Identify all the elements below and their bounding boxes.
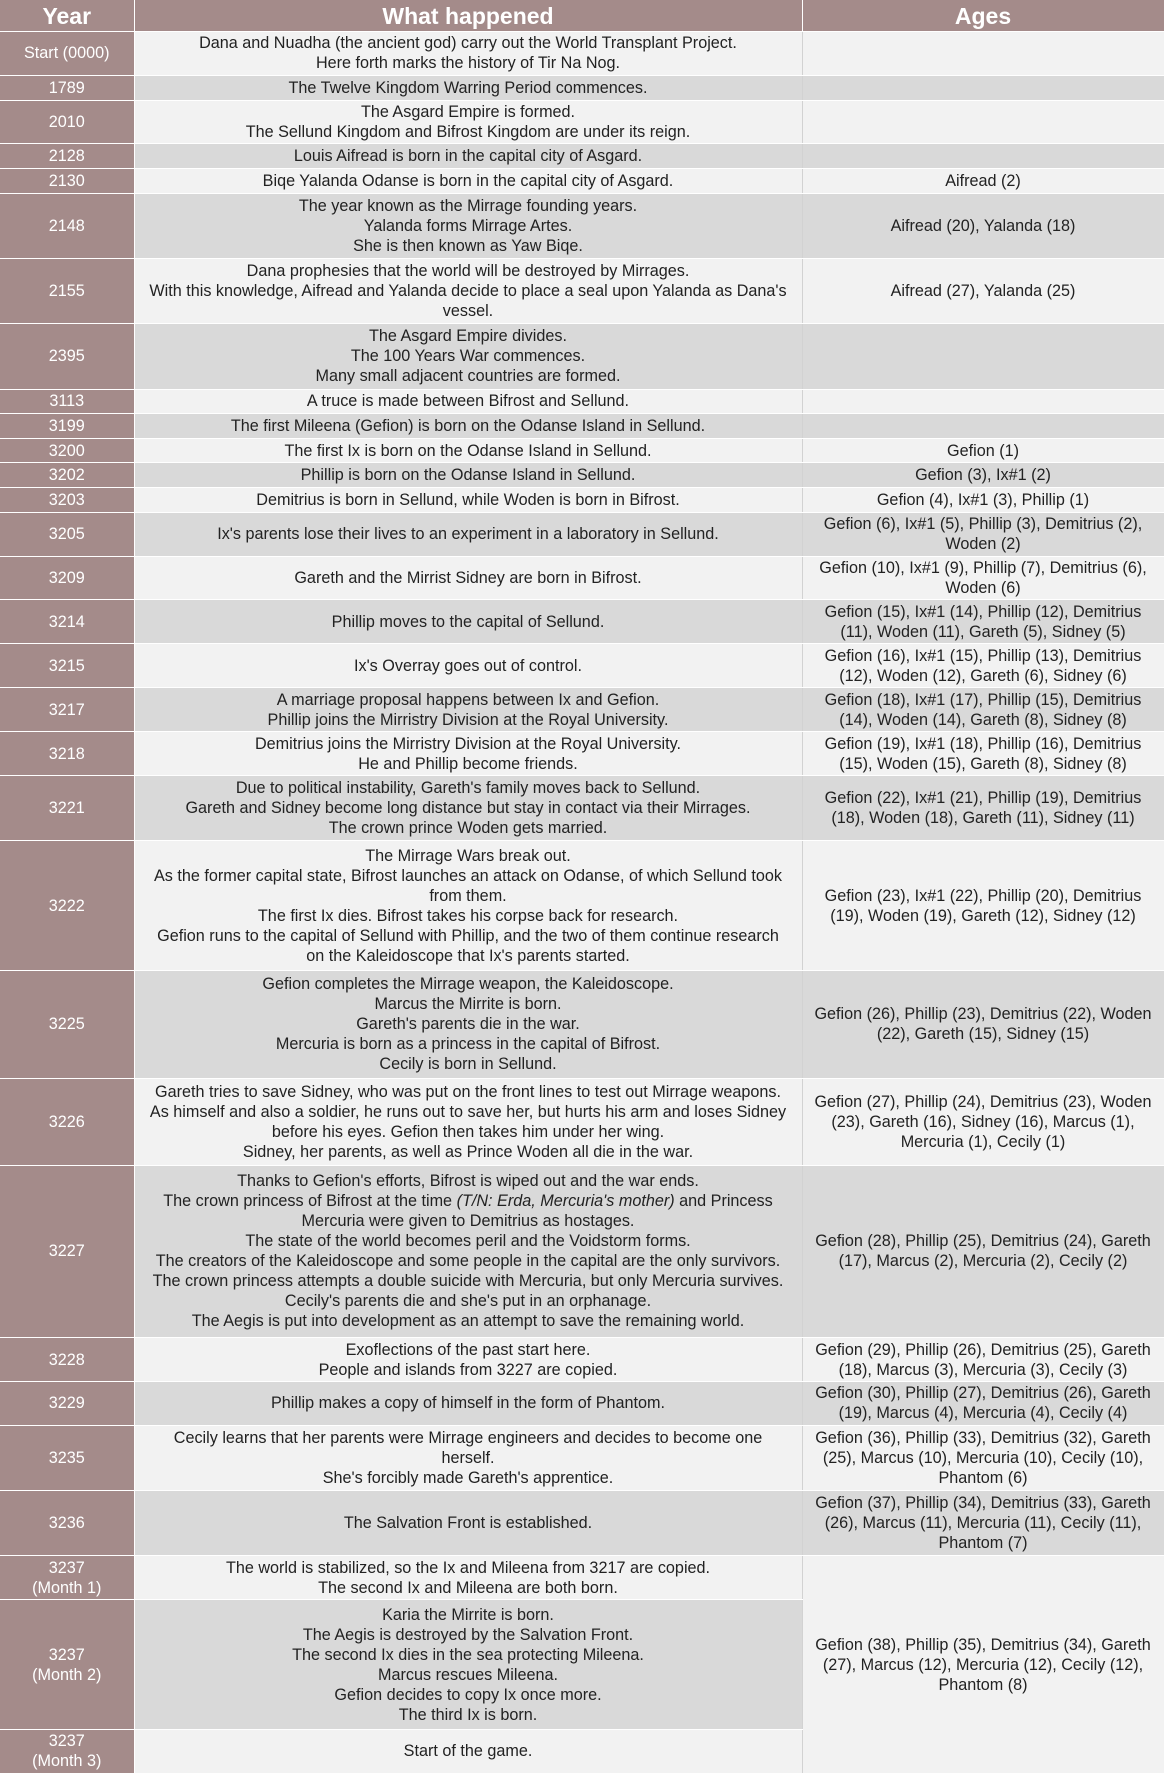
ages-cell <box>802 1556 1164 1774</box>
year-cell <box>0 438 134 463</box>
ages-cell <box>802 1078 1164 1165</box>
ages-cell <box>802 389 1164 414</box>
year-cell <box>0 324 134 389</box>
event-cell <box>134 324 802 389</box>
year-cell <box>0 556 134 600</box>
year-text: Start (0000) <box>24 44 110 63</box>
year-text: 3202 <box>48 466 85 485</box>
ages-cell <box>802 258 1164 323</box>
header-what: What happened <box>134 0 802 32</box>
year-cell <box>0 688 134 732</box>
event-line: The Salvation Front is established. <box>343 1514 593 1533</box>
event-cell <box>134 1078 802 1165</box>
year-cell <box>0 1491 134 1556</box>
year-cell <box>0 144 134 169</box>
year-text: 3205 <box>48 525 85 544</box>
year-cell <box>0 1600 134 1730</box>
event-line: Karia the Mirrite is born. <box>382 1605 554 1624</box>
event-line: The crown prince Woden gets married. <box>328 819 608 838</box>
event-line: He and Phillip become friends. <box>358 754 578 773</box>
year-cell <box>0 100 134 144</box>
event-line: before his eyes. Gefion then takes him under her wing. <box>271 1122 665 1141</box>
event-line: Mercuria were given to Demitrius as hostages. <box>301 1212 635 1231</box>
ages-line: Phantom (7) <box>938 1534 1028 1553</box>
timeline-row <box>0 512 1164 556</box>
event-line: Gareth and the Mirrist Sidney are born in Bifrost. <box>294 569 642 587</box>
year-text: (Month 1) <box>32 1578 102 1597</box>
timeline-row <box>0 100 1164 144</box>
event-line: Thanks to Gefion's efforts, Bifrost is wiped out and the war ends. <box>237 1172 699 1191</box>
year-cell <box>0 841 134 971</box>
ages-cell <box>802 193 1164 258</box>
event-line: vessel. <box>442 302 494 321</box>
event-line: The first Mileena (Gefion) is born on the Odanse Island in Sellund. <box>230 416 706 435</box>
timeline-row <box>0 193 1164 258</box>
event-cell <box>134 644 802 688</box>
year-text: 3222 <box>48 896 85 915</box>
event-cell <box>134 169 802 194</box>
ages-cell <box>802 732 1164 776</box>
event-cell <box>134 1338 802 1382</box>
event-cell <box>134 556 802 600</box>
ages-line: Gefion (37), Phillip (34), Demitrius (33), Gareth <box>815 1494 1151 1513</box>
event-cell <box>134 100 802 144</box>
event-cell <box>134 1165 802 1337</box>
ages-line: Woden (6) <box>945 579 1021 597</box>
ages-cell <box>802 169 1164 194</box>
year-text: 3218 <box>48 744 85 763</box>
event-line: The third Ix is born. <box>398 1705 538 1724</box>
ages-line: Gefion (27), Phillip (24), Demitrius (23), Woden <box>814 1092 1152 1111</box>
year-text: 3237 <box>48 1732 85 1751</box>
event-cell <box>134 75 802 100</box>
event-line: The second Ix and Mileena are both born. <box>318 1578 618 1597</box>
ages-cell <box>802 324 1164 389</box>
timeline-row <box>0 389 1164 414</box>
timeline-row <box>0 556 1164 600</box>
timeline-row <box>0 414 1164 439</box>
event-line: The Mirrage Wars break out. <box>365 846 571 865</box>
timeline-row <box>0 438 1164 463</box>
header-row <box>0 0 1164 32</box>
year-cell <box>0 258 134 323</box>
event-line: The first Ix is born on the Odanse Island in Sellund. <box>284 441 652 460</box>
event-line: Gareth's parents die in the war. <box>356 1015 580 1034</box>
ages-line: Gefion (29), Phillip (26), Demitrius (25), Gareth <box>815 1340 1151 1359</box>
event-line <box>139 1191 798 1211</box>
ages-line: Gefion (26), Phillip (23), Demitrius (22), Woden <box>814 1005 1152 1024</box>
ages-line: Gefion (15), Ix#1 (14), Phillip (12), Demitrius <box>824 602 1142 621</box>
year-text: 2010 <box>48 112 85 131</box>
ages-cell <box>802 1338 1164 1382</box>
event-cell <box>134 144 802 169</box>
timeline-row <box>0 1165 1164 1337</box>
event-cell <box>134 438 802 463</box>
event-line: The first Ix dies. Bifrost takes his corpse back for research. <box>257 906 679 925</box>
event-line: Many small adjacent countries are formed. <box>315 367 621 386</box>
event-line: Marcus the Mirrite is born. <box>374 995 562 1014</box>
event-line: People and islands from 3227 are copied. <box>318 1360 618 1379</box>
ages-line: Gefion (38), Phillip (35), Demitrius (34), Gareth <box>815 1635 1151 1654</box>
ages-cell <box>802 144 1164 169</box>
event-line: Mercuria is born as a princess in the capital of Bifrost. <box>275 1035 661 1054</box>
ages-line: (26), Marcus (11), Mercuria (11), Cecily (11), <box>824 1514 1142 1533</box>
event-line: The Aegis is destroyed by the Salvation Front. <box>302 1625 634 1644</box>
ages-line: Aifread (2) <box>945 171 1021 190</box>
timeline-row <box>0 1338 1164 1382</box>
event-line: Gefion completes the Mirrage weapon, the Kaleidoscope. <box>262 975 674 994</box>
ages-cell <box>802 841 1164 971</box>
timeline-row <box>0 644 1164 688</box>
timeline-row <box>0 970 1164 1078</box>
timeline-row <box>0 488 1164 513</box>
ages-cell <box>802 644 1164 688</box>
event-cell <box>134 1600 802 1730</box>
ages-line: Gefion (23), Ix#1 (22), Phillip (20), Demitrius <box>824 886 1142 905</box>
year-text: 3217 <box>48 700 85 719</box>
event-line: Dana and Nuadha (the ancient god) carry out the World Transplant Project. <box>199 34 737 53</box>
ages-cell <box>802 438 1164 463</box>
year-text: 3225 <box>48 1015 85 1034</box>
header-year: Year <box>0 0 134 32</box>
year-text: 3236 <box>48 1514 85 1533</box>
ages-line: Gefion (22), Ix#1 (21), Phillip (19), Demitrius <box>824 789 1142 808</box>
ages-cell <box>802 1165 1164 1337</box>
timeline-row <box>0 75 1164 100</box>
event-line: Gefion decides to copy Ix once more. <box>334 1685 602 1704</box>
event-line: Phillip moves to the capital of Sellund. <box>331 612 605 631</box>
event-line: Louis Aifread is born in the capital city of Asgard. <box>293 147 643 166</box>
year-cell <box>0 169 134 194</box>
year-cell <box>0 414 134 439</box>
ages-line: Mercuria (1), Cecily (1) <box>900 1132 1066 1151</box>
year-cell <box>0 970 134 1078</box>
event-cell <box>134 389 802 414</box>
event-cell <box>134 1729 802 1773</box>
event-cell <box>134 414 802 439</box>
year-text: 3113 <box>49 392 85 411</box>
year-cell <box>0 1556 134 1600</box>
year-text: 3237 <box>48 1558 85 1577</box>
ages-cell <box>802 100 1164 144</box>
ages-line: (11), Woden (11), Gareth (5), Sidney (5) <box>840 622 1126 641</box>
timeline-row <box>0 1556 1164 1600</box>
event-line: Dana prophesies that the world will be destroyed by Mirrages. <box>246 262 690 281</box>
ages-line: Gefion (16), Ix#1 (15), Phillip (13), Demitrius <box>824 646 1142 665</box>
event-line: Marcus rescues Mileena. <box>378 1665 558 1684</box>
ages-line: (18), Woden (18), Gareth (11), Sidney (11) <box>831 809 1135 828</box>
year-cell <box>0 776 134 841</box>
timeline-row <box>0 324 1164 389</box>
year-text: 3199 <box>48 416 85 435</box>
event-line: herself. <box>441 1449 495 1467</box>
year-text: 3228 <box>48 1350 85 1369</box>
event-line: from them. <box>429 886 507 905</box>
event-line: A marriage proposal happens between Ix and Gefion. <box>276 690 660 709</box>
year-cell <box>0 1729 134 1773</box>
event-line: As the former capital state, Bifrost launches an attack on Odanse, of which Sellund took <box>153 866 783 885</box>
event-cell <box>134 1556 802 1600</box>
event-cell <box>134 1491 802 1556</box>
ages-line: Gefion (28), Phillip (25), Demitrius (24), Gareth <box>815 1232 1151 1251</box>
year-cell <box>0 32 134 76</box>
ages-line: (15), Woden (15), Gareth (8), Sidney (8) <box>839 754 1127 773</box>
ages-line: (19), Woden (19), Gareth (12), Sidney (12) <box>830 906 1136 925</box>
timeline-row <box>0 32 1164 76</box>
timeline-row <box>0 841 1164 971</box>
event-cell <box>134 32 802 76</box>
year-cell <box>0 488 134 513</box>
ages-cell <box>802 776 1164 841</box>
ages-cell <box>802 32 1164 76</box>
ages-line: Gefion (6), Ix#1 (5), Phillip (3), Demitrius (2), <box>823 515 1143 534</box>
event-line: Yalanda forms Mirrage Artes. <box>363 216 573 235</box>
ages-line: Gefion (4), Ix#1 (3), Phillip (1) <box>876 490 1090 509</box>
ages-line: (19), Marcus (4), Mercuria (4), Cecily (4) <box>838 1404 1128 1423</box>
event-line: As himself and also a soldier, he runs out to save her, but hurts his arm and loses Sidney <box>149 1102 787 1121</box>
year-cell <box>0 389 134 414</box>
event-line: Cecily's parents die and she's put in an orphanage. <box>284 1292 652 1311</box>
event-line: The Sellund Kingdom and Bifrost Kingdom are under its reign. <box>245 122 691 141</box>
ages-line: Gefion (1) <box>947 441 1019 460</box>
timeline-body <box>0 32 1164 1774</box>
event-line: The year known as the Mirrage founding years. <box>298 196 638 215</box>
year-cell <box>0 1165 134 1337</box>
event-line: Start of the game. <box>403 1742 533 1761</box>
ages-line: (27), Marcus (12), Mercuria (12), Cecily (12), <box>822 1655 1144 1674</box>
ages-line: (12), Woden (12), Gareth (6), Sidney (6) <box>839 666 1127 685</box>
timeline-row <box>0 144 1164 169</box>
ages-cell <box>802 463 1164 488</box>
timeline-row <box>0 258 1164 323</box>
event-cell <box>134 841 802 971</box>
event-cell <box>134 488 802 513</box>
year-cell <box>0 1381 134 1425</box>
year-text: 3203 <box>48 490 85 509</box>
event-line: The Aegis is put into development as an attempt to save the remaining world. <box>191 1312 745 1331</box>
timeline-row <box>0 688 1164 732</box>
event-cell <box>134 776 802 841</box>
year-cell <box>0 644 134 688</box>
year-text: 3209 <box>48 569 85 587</box>
year-text: 3235 <box>48 1449 85 1467</box>
event-line: The Asgard Empire is formed. <box>360 102 576 121</box>
year-text: 3237 <box>48 1645 85 1664</box>
event-line: The second Ix dies in the sea protecting Mileena. <box>292 1645 644 1664</box>
ages-line: Aifread (20), Yalanda (18) <box>890 216 1076 235</box>
year-cell <box>0 512 134 556</box>
ages-cell <box>802 970 1164 1078</box>
event-cell <box>134 688 802 732</box>
year-text: 2395 <box>48 347 85 366</box>
ages-cell <box>802 600 1164 644</box>
ages-line: (22), Gareth (15), Sidney (15) <box>876 1025 1090 1044</box>
timeline-row <box>0 776 1164 841</box>
event-line: Ix's parents lose their lives to an experiment in a laboratory in Sellund. <box>217 525 719 544</box>
ages-line: Gefion (30), Phillip (27), Demitrius (26), Gareth <box>815 1384 1151 1403</box>
ages-cell <box>802 688 1164 732</box>
year-text: 3214 <box>48 612 85 631</box>
event-line: Demitrius is born in Sellund, while Woden is born in Bifrost. <box>256 490 680 509</box>
ages-line: Phantom (8) <box>938 1675 1028 1694</box>
event-line: The state of the world becomes peril and the Voidstorm forms. <box>245 1232 691 1251</box>
ages-line: Phantom (6) <box>938 1469 1028 1487</box>
timeline-row <box>0 1425 1164 1490</box>
year-text: 3226 <box>48 1112 85 1131</box>
event-cell <box>134 1381 802 1425</box>
ages-cell <box>802 556 1164 600</box>
year-text: 3200 <box>48 441 85 460</box>
event-line: The Asgard Empire divides. <box>369 327 567 346</box>
timeline-row <box>0 732 1164 776</box>
ages-line: (18), Marcus (3), Mercuria (3), Cecily (3) <box>838 1360 1128 1379</box>
event-line: Demitrius joins the Mirristry Division at the Royal University. <box>254 734 682 753</box>
event-cell <box>134 970 802 1078</box>
event-line: The world is stabilized, so the Ix and Mileena from 3217 are copied. <box>225 1558 711 1577</box>
ages-line: (17), Marcus (2), Mercuria (2), Cecily (2) <box>838 1252 1128 1271</box>
event-text: and Princess <box>674 1192 773 1211</box>
ages-cell <box>802 1381 1164 1425</box>
year-cell <box>0 1425 134 1490</box>
event-cell <box>134 1425 802 1490</box>
event-line: Ix's Overray goes out of control. <box>353 656 583 675</box>
year-text: 3227 <box>48 1242 85 1261</box>
event-line: The 100 Years War commences. <box>350 347 586 366</box>
ages-line: Gefion (36), Phillip (33), Demitrius (32), Gareth <box>815 1429 1151 1447</box>
event-line: With this knowledge, Aifread and Yalanda decide to place a seal upon Yalanda as Dana's <box>149 282 787 301</box>
timeline-row <box>0 1381 1164 1425</box>
event-line: Gareth tries to save Sidney, who was put on the front lines to test out Mirrage weapons. <box>155 1082 781 1101</box>
event-cell <box>134 600 802 644</box>
year-cell <box>0 463 134 488</box>
ages-line: Gefion (10), Ix#1 (9), Phillip (7), Demitrius (6), <box>819 559 1147 577</box>
ages-cell <box>802 488 1164 513</box>
event-line: Phillip is born on the Odanse Island in Sellund. <box>300 466 636 485</box>
ages-line: (14), Woden (14), Gareth (8), Sidney (8) <box>839 710 1127 729</box>
event-line: Phillip joins the Mirristry Division at the Royal University. <box>267 710 669 729</box>
year-cell <box>0 193 134 258</box>
event-line: Here forth marks the history of Tir Na Nog. <box>315 54 621 73</box>
year-cell <box>0 732 134 776</box>
year-text: 2128 <box>48 147 85 166</box>
year-cell <box>0 600 134 644</box>
year-text: 2155 <box>48 282 85 301</box>
event-line: The creators of the Kaleidoscope and some people in the capital are the only survivors. <box>155 1252 781 1271</box>
timeline-row <box>0 600 1164 644</box>
event-cell <box>134 193 802 258</box>
ages-line: Gefion (19), Ix#1 (18), Phillip (16), Demitrius <box>824 734 1142 753</box>
event-text: The crown princess of Bifrost at the time <box>163 1192 457 1211</box>
event-line: Gefion runs to the capital of Sellund with Phillip, and the two of them continue research <box>157 926 779 945</box>
year-text: 2130 <box>48 171 85 190</box>
year-cell <box>0 1078 134 1165</box>
year-text: (Month 3) <box>32 1752 102 1771</box>
event-line: Cecily learns that her parents were Mirrage engineers and decides to become one <box>173 1429 763 1447</box>
event-cell <box>134 512 802 556</box>
ages-cell <box>802 414 1164 439</box>
ages-cell <box>802 512 1164 556</box>
timeline-row <box>0 1491 1164 1556</box>
event-line: Exoflections of the past start here. <box>345 1340 591 1359</box>
event-cell <box>134 463 802 488</box>
year-text: (Month 2) <box>32 1665 102 1684</box>
event-line: She's forcibly made Gareth's apprentice. <box>322 1469 614 1487</box>
event-cell <box>134 258 802 323</box>
event-line: The crown princess attempts a double suicide with Mercuria, but only Mercuria survives. <box>152 1272 784 1291</box>
ages-line: Gefion (3), Ix#1 (2) <box>915 466 1051 485</box>
ages-line: (23), Gareth (16), Sidney (16), Marcus (1), <box>831 1112 1135 1131</box>
event-line: Sidney, her parents, as well as Prince Woden all die in the war. <box>242 1142 694 1161</box>
ages-line: Aifread (27), Yalanda (25) <box>890 282 1076 301</box>
event-line: Gareth and Sidney become long distance but stay in contact via their Mirrages. <box>185 799 751 818</box>
year-text: 3215 <box>48 656 85 675</box>
event-line: Due to political instability, Gareth's family moves back to Sellund. <box>235 779 701 798</box>
event-line: She is then known as Yaw Biqe. <box>353 236 583 255</box>
timeline-row <box>0 169 1164 194</box>
event-line: Phillip makes a copy of himself in the form of Phantom. <box>270 1394 666 1413</box>
year-cell <box>0 1338 134 1382</box>
year-cell <box>0 75 134 100</box>
ages-line: Gefion (18), Ix#1 (17), Phillip (15), Demitrius <box>824 690 1142 709</box>
ages-cell <box>802 1491 1164 1556</box>
ages-cell <box>802 75 1164 100</box>
timeline-row <box>0 463 1164 488</box>
event-cell <box>134 732 802 776</box>
timeline-row <box>0 1078 1164 1165</box>
event-line: A truce is made between Bifrost and Sellund. <box>306 392 630 411</box>
event-line: on the Kaleidoscope that Ix's parents started. <box>306 946 630 965</box>
ages-cell <box>802 1425 1164 1490</box>
ages-line: (25), Marcus (10), Mercuria (10), Cecily (10), <box>822 1449 1144 1467</box>
event-line: Cecily is born in Sellund. <box>379 1055 557 1074</box>
event-line: Biqe Yalanda Odanse is born in the capital city of Asgard. <box>262 171 674 190</box>
translator-note: (T/N: Erda, Mercuria's mother) <box>456 1192 675 1211</box>
year-text: 1789 <box>48 78 85 97</box>
year-text: 3221 <box>48 799 85 818</box>
header-ages: Ages <box>802 0 1164 32</box>
year-text: 3229 <box>48 1394 85 1413</box>
ages-line: Woden (2) <box>945 535 1021 554</box>
year-text: 2148 <box>48 216 85 235</box>
event-line: The Twelve Kingdom Warring Period commences. <box>288 78 648 97</box>
